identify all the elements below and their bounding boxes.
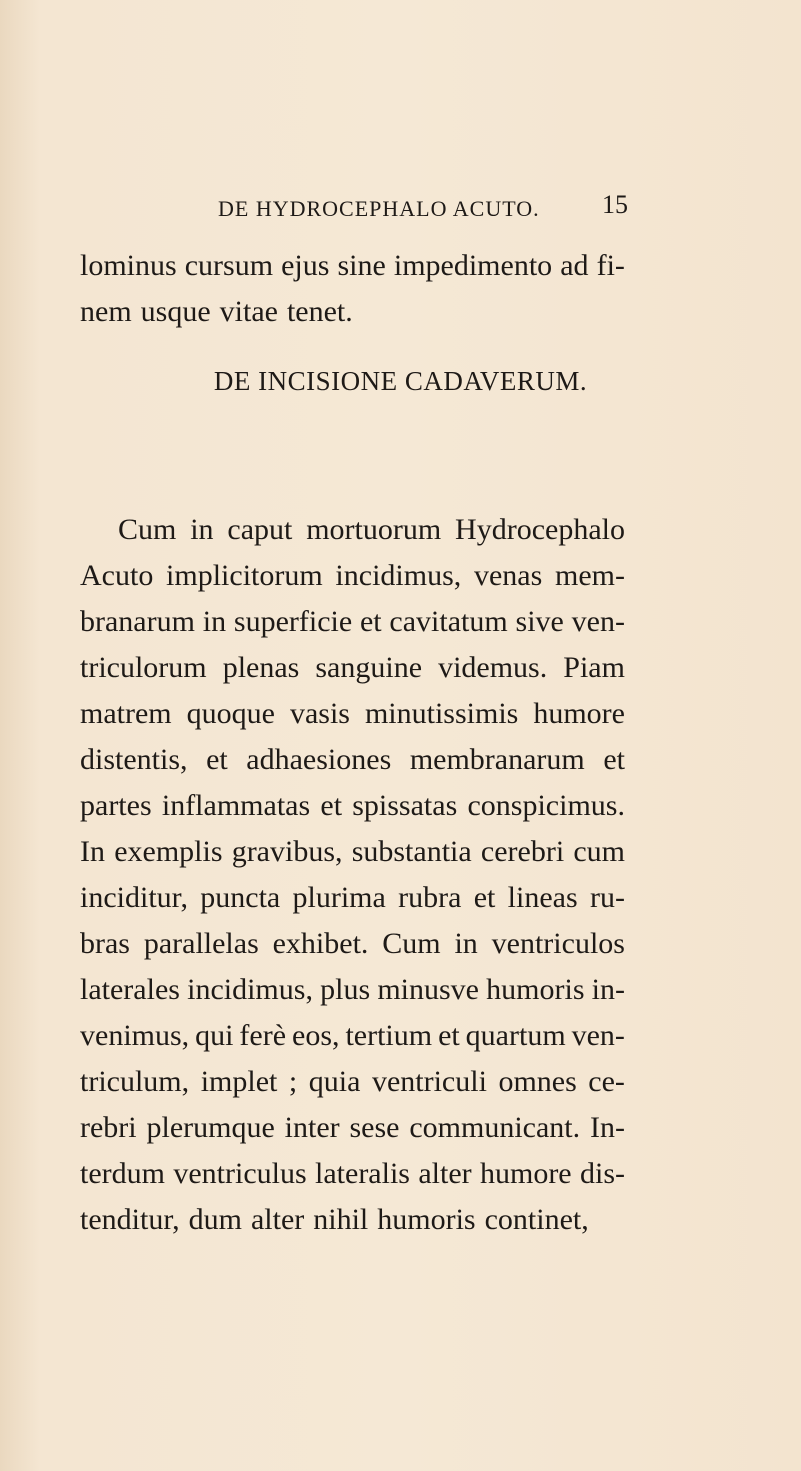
- word: sine: [337, 249, 386, 282]
- word: omnes: [498, 1065, 577, 1098]
- word: nem: [80, 295, 132, 328]
- word: lominus: [80, 249, 177, 282]
- word: usque: [140, 295, 211, 328]
- word: caput: [227, 513, 293, 546]
- word: cum: [573, 835, 625, 868]
- word: Cum: [382, 927, 441, 960]
- word: ventriculos: [491, 927, 625, 960]
- word: bras: [80, 927, 130, 960]
- carryover-text: [80, 243, 625, 335]
- word: mortuorum: [306, 513, 442, 546]
- word: incidimus,: [335, 559, 462, 592]
- text-line: [80, 599, 625, 645]
- word: quoque: [186, 697, 275, 730]
- text-line: [80, 1197, 625, 1243]
- word: tenditur,: [80, 1203, 180, 1236]
- body-paragraph: [80, 507, 625, 1243]
- word: mem-: [555, 559, 625, 592]
- word: ad: [560, 249, 589, 282]
- running-head: [218, 190, 628, 226]
- word: lateralis: [315, 1157, 410, 1190]
- word: triculorum: [80, 651, 207, 684]
- word: fi-: [596, 249, 625, 282]
- text-line: [80, 1059, 625, 1105]
- word: alter: [250, 1203, 305, 1236]
- word: ejus: [281, 249, 330, 282]
- word: venimus,: [80, 1019, 190, 1052]
- text-line: [80, 1151, 625, 1197]
- word: sese: [349, 1111, 400, 1144]
- word: vitae: [219, 295, 278, 328]
- word: distentis,: [80, 743, 188, 776]
- word: conspicimus.: [467, 789, 625, 822]
- word: ventriculi: [371, 1065, 487, 1098]
- word: et: [438, 1019, 460, 1052]
- word: et: [206, 743, 228, 776]
- word: parallelas: [143, 927, 259, 960]
- word: implet: [200, 1065, 278, 1098]
- word: humore: [533, 697, 625, 730]
- word: membranarum: [409, 743, 585, 776]
- text-line: [80, 691, 625, 737]
- word: exhibet.: [272, 927, 369, 960]
- word: rebri: [80, 1111, 137, 1144]
- word: tenet.: [286, 295, 353, 328]
- word: rubra: [398, 881, 462, 914]
- word: humoris: [377, 1203, 476, 1236]
- word: et: [473, 881, 496, 914]
- text-line: [80, 507, 625, 553]
- word: tertium: [345, 1019, 433, 1052]
- word: sive: [515, 605, 564, 638]
- word: Hydrocephalo: [455, 513, 625, 546]
- word: in-: [591, 973, 625, 1006]
- word: inflammatas: [161, 789, 311, 822]
- word: partes: [80, 789, 152, 822]
- word: Cum: [118, 513, 177, 546]
- word: in: [190, 513, 214, 546]
- word: et: [320, 789, 343, 822]
- word: plurima: [292, 881, 386, 914]
- word: cerebri: [480, 835, 565, 868]
- word: ;: [288, 1065, 298, 1098]
- word: plus: [320, 973, 371, 1006]
- text-line: [80, 967, 625, 1013]
- word: sanguine: [315, 651, 423, 684]
- word: ru-: [589, 881, 625, 914]
- text-line: [80, 1105, 625, 1151]
- word: videmus.: [438, 651, 548, 684]
- word: qui: [195, 1019, 234, 1052]
- word: humoris: [486, 973, 585, 1006]
- word: matrem: [80, 697, 172, 730]
- word: incidimus,: [187, 973, 313, 1006]
- word: spissatas: [352, 789, 458, 822]
- word: eos,: [292, 1019, 340, 1052]
- word: laterales: [80, 973, 180, 1006]
- word: adhaesiones: [246, 743, 392, 776]
- word: continet,: [484, 1203, 589, 1236]
- word: Piam: [563, 651, 625, 684]
- word: dis-: [579, 1157, 625, 1190]
- word: in: [454, 927, 478, 960]
- word: vasis: [289, 697, 350, 730]
- text-line: [80, 243, 625, 289]
- word: communicant.: [409, 1111, 581, 1144]
- running-title: DE HYDROCEPHALO ACUTO.: [218, 196, 540, 221]
- word: et: [359, 605, 382, 638]
- word: dum: [188, 1203, 242, 1236]
- word: nihil: [313, 1203, 369, 1236]
- text-line: [80, 783, 625, 829]
- text-line: [80, 829, 625, 875]
- word: terdum: [80, 1157, 165, 1190]
- word: In: [80, 835, 105, 868]
- word: implicitorum: [166, 559, 323, 592]
- word: ven-: [571, 605, 625, 638]
- word: triculum,: [80, 1065, 190, 1098]
- word: exemplis: [114, 835, 223, 868]
- word: impedimento: [393, 249, 553, 282]
- word: ce-: [588, 1065, 625, 1098]
- word: ferè: [239, 1019, 287, 1052]
- text-line: [80, 921, 625, 967]
- word: plenas: [222, 651, 300, 684]
- word: ventriculus: [173, 1157, 307, 1190]
- word: inciditur,: [80, 881, 188, 914]
- word: ven-: [571, 1019, 625, 1052]
- word: inter: [284, 1111, 340, 1144]
- word: gravibus,: [231, 835, 343, 868]
- word: plerumque: [146, 1111, 275, 1144]
- word: minusve: [377, 973, 479, 1006]
- text-line: [80, 553, 625, 599]
- text-line: [80, 645, 625, 691]
- page-number: 15: [602, 190, 628, 219]
- word: quartum: [465, 1019, 566, 1052]
- word: In-: [590, 1111, 625, 1144]
- word: substantia: [351, 835, 472, 868]
- word: minutissimis: [364, 697, 519, 730]
- word: quia: [308, 1065, 361, 1098]
- word: in: [202, 605, 227, 638]
- word: branarum: [80, 605, 195, 638]
- word: cavitatum: [389, 605, 508, 638]
- word: lineas: [507, 881, 578, 914]
- word: venas: [473, 559, 543, 592]
- text-line: [80, 289, 625, 335]
- text-line: [80, 1013, 625, 1059]
- word: superficie: [233, 605, 353, 638]
- word: Acuto: [80, 559, 154, 592]
- word: cursum: [184, 249, 274, 282]
- word: et: [603, 743, 625, 776]
- word: humore: [479, 1157, 572, 1190]
- text-line: [80, 875, 625, 921]
- text-line: [80, 737, 625, 783]
- section-heading: DE INCISIONE CADAVERUM.: [213, 366, 588, 396]
- word: puncta: [200, 881, 281, 914]
- word: alter: [418, 1157, 472, 1190]
